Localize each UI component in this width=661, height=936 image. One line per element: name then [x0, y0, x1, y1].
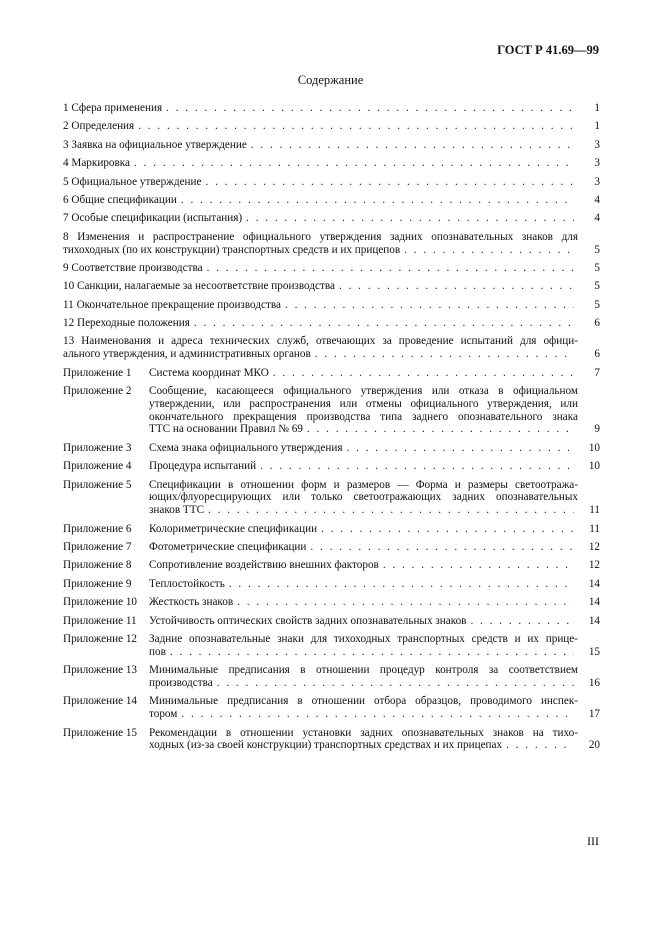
entry-text-line: Спецификации в отношении форм и размеров — Форма и размеры светоотража-	[149, 478, 578, 491]
entry-title: Теплостойкость	[149, 577, 225, 590]
entry-text-line: ющих/флуоресцирующих или только светоотражающих задних опознавательных	[149, 491, 578, 504]
entry-page-number: 6	[594, 317, 600, 330]
entry-title: 2 Определения	[63, 120, 135, 133]
toc-entry-appendix[interactable]	[63, 695, 600, 721]
toc-entry-appendix[interactable]	[63, 523, 600, 536]
entry-page-number: 5	[594, 298, 600, 311]
entry-page-number: 3	[594, 157, 600, 170]
entry-page-number: 5	[594, 243, 600, 256]
dot-leader	[310, 541, 574, 554]
entry-title: Схема знака официального утверждения	[149, 441, 343, 454]
entry-page-number: 15	[588, 645, 600, 658]
toc-entry-section[interactable]	[63, 212, 600, 225]
dot-leader	[307, 423, 574, 436]
entry-title: пов	[149, 645, 166, 658]
entry-text-line: Рекомендации в отношении установки задних опознавательных знаков на тихо-	[149, 726, 578, 739]
dot-leader	[506, 739, 574, 752]
toc-entry-appendix[interactable]	[63, 664, 600, 690]
entry-page-number: 14	[588, 577, 600, 590]
toc-entry-appendix[interactable]	[63, 541, 600, 554]
entry-page-number: 12	[588, 559, 600, 572]
dot-leader	[206, 176, 575, 189]
entry-page-number: 1	[594, 120, 600, 133]
entry-text-line: Минимальные предписания в отношении отбора образцов, проводимого инспек-	[149, 695, 578, 708]
entry-title: Колориметрические спецификации	[149, 522, 318, 535]
entry-title: Фотометрические спецификации	[149, 541, 307, 553]
entry-title: знаков ТТС	[149, 504, 205, 517]
toc-entry-section[interactable]	[63, 317, 600, 330]
entry-title: 7 Особые спецификации (испытания)	[63, 212, 243, 225]
entry-text-line: 8 Изменения и распространение официального утверждения задних опознавательных знаков для	[63, 230, 578, 243]
toc-entry-section[interactable]	[63, 262, 600, 275]
entry-title: 12 Переходные положения	[63, 317, 190, 330]
dot-leader	[321, 523, 574, 536]
dot-leader	[207, 262, 574, 275]
toc-entry-section[interactable]	[63, 102, 600, 115]
dot-leader	[383, 559, 574, 572]
entry-page-number: 14	[588, 614, 600, 627]
entry-text-line: утверждении, или распространения или отмены официального утверждения, или	[149, 397, 578, 410]
toc-entry-section[interactable]	[63, 335, 600, 361]
entry-page-number: 12	[588, 541, 600, 553]
entry-page-number: 4	[594, 193, 600, 206]
appendix-label: Приложение 6	[63, 522, 132, 535]
toc-entry-appendix[interactable]	[63, 479, 600, 517]
page-number: III	[587, 834, 599, 848]
toc-entry-section[interactable]	[63, 231, 600, 257]
dot-leader	[285, 299, 574, 312]
entry-text-line: Задние опознавательные знаки для тихоходных транспортных средств и их прице-	[149, 632, 578, 645]
entry-title: тором	[149, 708, 178, 721]
entry-title: ального утверждения, и административных органов	[63, 348, 311, 361]
entry-text-line: Минимальные предписания в отношении процедур контроля за соответствием	[149, 664, 578, 677]
entry-title: 6 Общие спецификации	[63, 193, 177, 206]
toc-entry-appendix[interactable]	[63, 727, 600, 753]
entry-title: Сопротивление воздействию внешних факторов	[149, 559, 379, 572]
document-code: ГОСТ Р 41.69—99	[497, 43, 599, 57]
appendix-label: Приложение 9	[63, 577, 132, 590]
entry-page-number: 4	[594, 212, 600, 225]
entry-title: 1 Сфера применения	[63, 102, 163, 114]
toc-entry-appendix[interactable]	[63, 578, 600, 591]
dot-leader	[339, 280, 574, 293]
toc-entry-appendix[interactable]	[63, 385, 600, 436]
toc-title: Содержание	[297, 73, 364, 87]
toc-entry-appendix[interactable]	[63, 442, 600, 455]
entry-page-number: 5	[594, 261, 600, 274]
toc-entry-appendix[interactable]	[63, 367, 600, 380]
dot-leader	[134, 157, 574, 170]
dot-leader	[260, 460, 574, 473]
entry-title: 11 Окончательное прекращение производства	[63, 298, 281, 311]
appendix-label: Приложение 7	[63, 541, 132, 553]
dot-leader	[273, 367, 574, 380]
toc-entry-appendix[interactable]	[63, 633, 600, 659]
entry-title: производства	[149, 676, 213, 689]
dot-leader	[181, 708, 574, 721]
entry-title: тихоходных (по их конструкции) транспортных средств и их прицепов	[63, 243, 401, 256]
entry-text-line: Сообщение, касающееся официального утверждения или отказа в официальном	[149, 385, 578, 398]
appendix-label: Приложение 15	[63, 726, 138, 739]
appendix-label: Приложение 14	[63, 695, 138, 708]
appendix-label: Приложение 1	[63, 366, 132, 379]
toc-entry-section[interactable]	[63, 120, 600, 133]
entry-title: 5 Официальное утверждение	[63, 175, 202, 188]
toc-entry-section[interactable]	[63, 139, 600, 152]
dot-leader	[181, 194, 574, 207]
entry-page-number: 11	[589, 522, 600, 535]
entry-page-number: 20	[588, 739, 600, 752]
entry-title: ходных (из-за своей конструкции) транспортных средствах и их прицепах	[149, 739, 503, 752]
appendix-label: Приложение 4	[63, 460, 132, 473]
toc-entry-section[interactable]	[63, 299, 600, 312]
dot-leader	[404, 244, 574, 257]
entry-title: 4 Маркировка	[63, 157, 131, 170]
toc-entry-section[interactable]	[63, 194, 600, 207]
entry-title: Процедура испытаний	[149, 460, 257, 473]
toc-entry-section[interactable]	[63, 157, 600, 170]
dot-leader	[208, 504, 574, 517]
entry-page-number: 3	[594, 175, 600, 188]
dot-leader	[166, 102, 574, 115]
dot-leader	[315, 348, 574, 361]
entry-text-line: окончательного прекращения производства типа заднего опознавательного знака	[149, 410, 578, 423]
entry-page-number: 16	[588, 676, 600, 689]
appendix-label: Приложение 12	[63, 632, 138, 645]
toc-entry-appendix[interactable]	[63, 615, 600, 628]
dot-leader	[347, 442, 574, 455]
appendix-label: Приложение 2	[63, 385, 132, 398]
toc-entry-appendix[interactable]	[63, 596, 600, 609]
toc-entry-section[interactable]	[63, 280, 600, 293]
dot-leader	[194, 317, 574, 330]
dot-leader	[470, 615, 574, 628]
entry-title: ТТС на основании Правил № 69	[149, 423, 303, 436]
dot-leader	[170, 646, 574, 659]
dot-leader	[217, 677, 574, 690]
entry-page-number: 9	[594, 423, 600, 436]
entry-page-number: 10	[588, 441, 600, 454]
entry-title: 10 Санкции, налагаемые за несоответствие производства	[63, 280, 335, 293]
dot-leader	[251, 139, 574, 152]
entry-page-number: 6	[594, 348, 600, 361]
entry-title: 3 Заявка на официальное утверждение	[63, 138, 247, 151]
toc-entry-appendix[interactable]	[63, 460, 600, 473]
dot-leader	[237, 596, 574, 609]
toc-entry-appendix[interactable]	[63, 559, 600, 572]
entry-page-number: 10	[588, 460, 600, 473]
entry-page-number: 7	[594, 366, 600, 379]
entry-title: Устойчивость оптических свойств задних опознавательных знаков	[149, 614, 467, 627]
appendix-label: Приложение 13	[63, 664, 138, 677]
dot-leader	[246, 212, 574, 225]
appendix-label: Приложение 8	[63, 559, 132, 572]
entry-page-number: 1	[594, 102, 600, 114]
dot-leader	[229, 578, 574, 591]
entry-page-number: 5	[594, 280, 600, 293]
dot-leader	[138, 120, 574, 133]
appendix-label: Приложение 5	[63, 478, 132, 491]
entry-title: Система координат МКО	[149, 366, 269, 379]
entry-page-number: 11	[589, 504, 600, 517]
entry-title: Жесткость знаков	[149, 596, 234, 609]
appendix-label: Приложение 11	[63, 614, 137, 627]
entry-page-number: 3	[594, 138, 600, 151]
entry-page-number: 17	[588, 708, 600, 721]
appendix-label: Приложение 3	[63, 441, 132, 454]
table-of-contents	[63, 102, 600, 758]
entry-text-line: 13 Наименования и адреса технических служб, отвечающих за проведение испытаний для офици-	[63, 335, 578, 348]
entry-title: 9 Соответствие производства	[63, 261, 203, 274]
appendix-label: Приложение 10	[63, 596, 138, 609]
entry-page-number: 14	[588, 596, 600, 609]
toc-entry-section[interactable]	[63, 176, 600, 189]
